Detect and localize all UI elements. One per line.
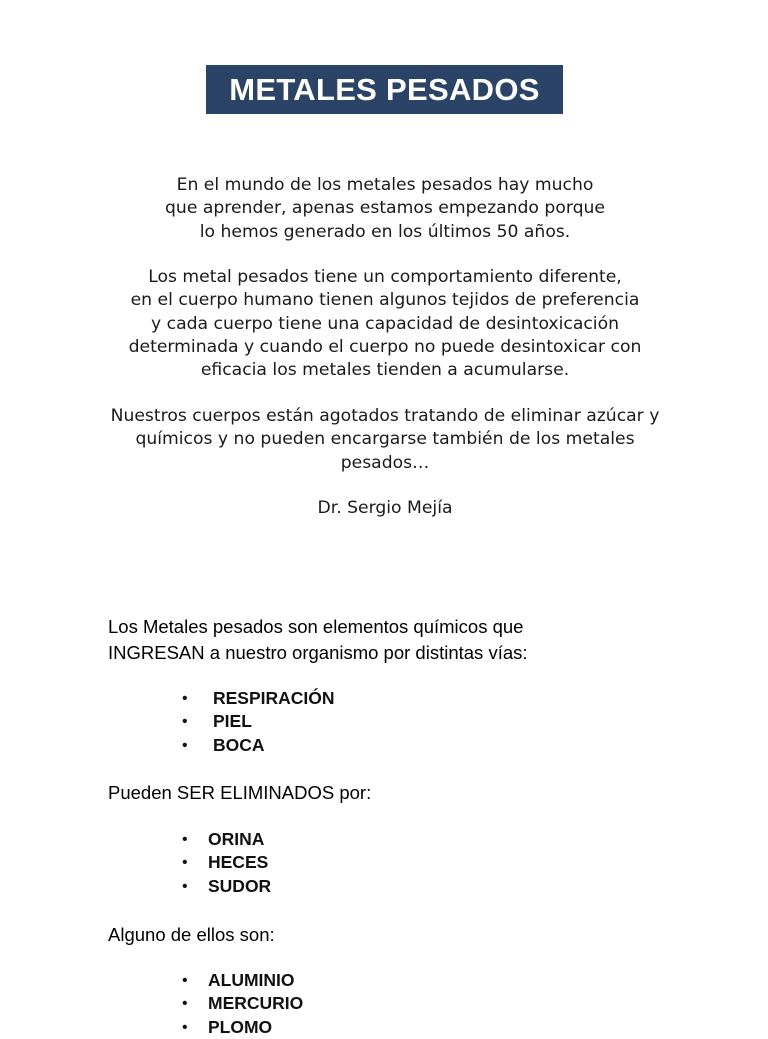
intro-paragraph-3 [40,405,730,475]
list-item [182,828,271,851]
bullet-icon: • [182,736,188,754]
list-item [182,851,271,874]
bullet-icon: • [182,877,188,895]
title-banner [206,65,563,114]
elimination-lead: Pueden SER ELIMINADOS por: [108,782,372,803]
examples-list [182,969,303,1039]
bullet-icon: • [182,713,188,731]
elimination-list [182,828,271,898]
list-item-label: RESPIRACIÓN [213,688,335,708]
list-item-label: BOCA [213,734,265,755]
intro-paragraph-1-text: En el mundo de los metales pesados hay mucho que aprender, apenas estamos empezando porque lo hemos generado en los últimos 50 años. [165,175,605,242]
list-item-label: ALUMINIO [208,970,295,990]
list-item-label: ORINA [208,829,265,849]
bullet-icon: • [182,690,188,707]
list-item [182,710,335,733]
intro-paragraph-2-text: Los metal pesados tiene un comportamiento diferente, en el cuerpo humano tienen algunos tejidos de preferencia y cada cuerpo tiene una capacidad de desintoxicación determinada y cuando el cuerpo no puede desintoxicar con eficacia los metales tienden a acumularse. [128,267,642,381]
intro-paragraph-2 [40,266,730,382]
bullet-icon: • [182,854,188,872]
entry-routes-list [182,687,335,757]
list-item-label: PIEL [213,711,252,732]
list-item [182,992,303,1015]
bullet-icon: • [182,995,188,1013]
list-item [182,687,335,710]
list-item-label: PLOMO [208,1016,273,1037]
examples-lead: Alguno de ellos son: [108,924,275,945]
intro-paragraph-3-text: Nuestros cuerpos están agotados tratando de eliminar azúcar y químicos y no pueden encargarse también de los metales pesados… [110,406,660,473]
list-item [182,875,271,898]
list-item-label: HECES [208,852,269,873]
intro-paragraph-1 [40,174,730,244]
entry-routes-lead: Los Metales pesados son elementos químicos que INGRESAN a nuestro organismo por distintas vías: [108,616,528,663]
bullet-icon: • [182,831,188,848]
author-signature [40,497,730,520]
list-item-label: MERCURIO [208,993,304,1014]
list-item [182,969,303,992]
bullet-icon: • [182,1018,188,1036]
page-title: METALES PESADOS [229,71,540,107]
list-item [182,734,335,757]
author-name: Dr. Sergio Mejía [317,498,453,518]
bullet-icon: • [182,972,188,989]
list-item [182,1016,303,1039]
list-item-label: SUDOR [208,875,272,896]
